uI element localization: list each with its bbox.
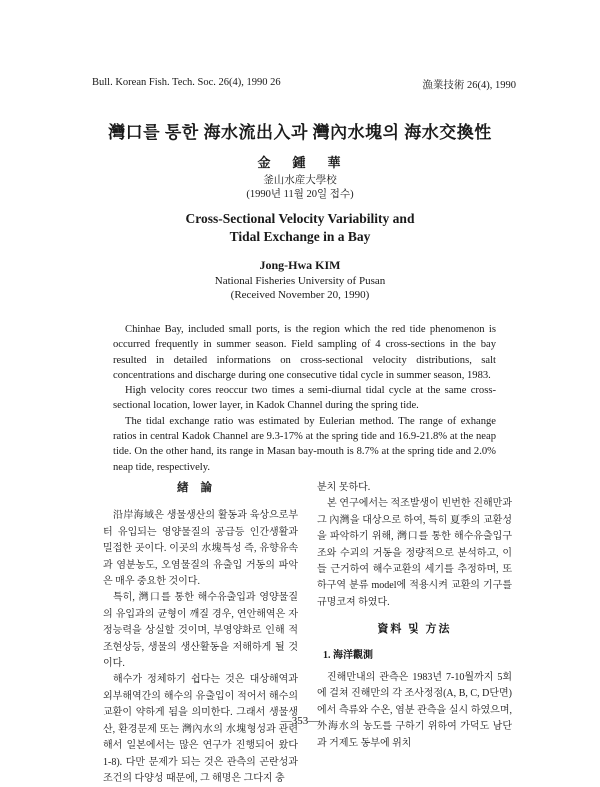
journal-citation: Bull. Korean Fish. Tech. Soc. 26(4), 1990 26 [92, 77, 281, 88]
title-english-line-1: Cross-Sectional Velocity Variability and [185, 211, 415, 226]
abstract [113, 322, 496, 475]
page-number: —353— [280, 715, 320, 727]
title-korean: 灣口를 통한 海水流出入과 灣內水塊의 海水交換性 [108, 123, 492, 142]
abstract-paragraph: The tidal exchange ratio was estimated by Eulerian method. The range of exhange ratios in central Kadok Channel are 9.3-17% at the spring tide and 16.9-21.8% at the neap tide. On the other hand, its range in Masan bay-mouth is 8.7% at the spring tide and 2.0% neap tide, respectively. [113, 415, 496, 473]
received-date-english: (Received November 20, 1990) [230, 289, 370, 301]
body-paragraph: 沿岸海域은 생물생산의 활동과 육상으로부터 유입되는 영양물질의 공급등 인간생활과 밀접한 곳이다. 이곳의 水塊특성 즉, 유향유속과 염분농도, 오염물질의 유출입 거동의 파악은 매우 중요한 것이다. [103, 510, 298, 588]
body-paragraph: 특히, 灣口를 통한 해수유출입과 영양물질의 유입과의 균형이 깨질 경우, 연안해역은 자정능력을 상실할 것이며, 부영양화로 인해 적조현상등, 생물의 생산활동을 저해하게 될 것이다. [103, 592, 298, 670]
received-date-korean: (1990년 11월 20일 접수) [246, 189, 354, 200]
left-column [103, 480, 298, 787]
author-english: Jong-Hwa KIM [259, 258, 341, 272]
affiliation-english: National Fisheries University of Pusan [214, 275, 386, 287]
section-title-introduction: 緖論 [177, 482, 224, 494]
body-continuation: 분치 못하다. [317, 482, 371, 493]
body-paragraph: 해수가 정체하기 쉽다는 것은 대상해역과 외부해역간의 해수의 유출입이 적어서 해수의 교환이 약하게 됨을 의미한다. 그래서 생물생산, 환경문제 또는 灣內水의 水塊형성과 관련해서 일본에서는 많은 연구가 진행되어 왔다 1-8). 다만 문제가 되는 것은 관측의 곤란성과 조건의 다양성 때문에, 그 해명은 그다지 충 [103, 674, 298, 784]
author-korean: 金鍾華 [257, 155, 363, 170]
section-title-methods: 資料 및 方法 [377, 623, 452, 636]
journal-citation-korean: 漁業技術 26(4), 1990 [422, 80, 516, 91]
right-column [317, 480, 512, 752]
abstract-paragraph: High velocity cores reoccur two times a semi-diurnal tidal cycle at the same cross-sectional location, lower layer, in Kadok Channel during the spring tide. [113, 385, 496, 412]
affiliation-korean: 釜山水産大學校 [263, 175, 337, 186]
body-paragraph: 본 연구에서는 적조발생이 빈번한 진해만과 그 內灣을 대상으로 하여, 특히 夏季의 교환성을 파악하기 위해, 灣口를 통한 해수유출입구조와 수괴의 거동을 정량적으로 분석하고, 이들 근거하여 해수교환의 세기를 추정하며, 또 하구역 분류 model에 적용시켜 교환의 기구를 규명코져 하였다. [317, 498, 512, 608]
title-english-line-2: Tidal Exchange in a Bay [229, 229, 371, 244]
body-paragraph: 진해만내의 관측은 1983년 7-10월까지 5회에 걸쳐 진해만의 각 조사정점(A, B, C, D단면)에서 측류와 수온, 염분 관측을 실시 하였으며, 外海水의 농도를 구하기 위하여 가덕도 남단과 거제도 동부에 위치 [317, 672, 512, 749]
subsection-title: 1. 海洋觀測 [323, 649, 373, 661]
abstract-paragraph: Chinhae Bay, included small ports, is the region which the red tide phenomenon is occurred frequently in summer season. Field sampling of 4 cross-sections in the bay resulted in detailed informations on cross-sectional velocity distributions, salt concentrations and discharge during one consecutive tidal cycle in summer season, 1983. [113, 324, 496, 381]
